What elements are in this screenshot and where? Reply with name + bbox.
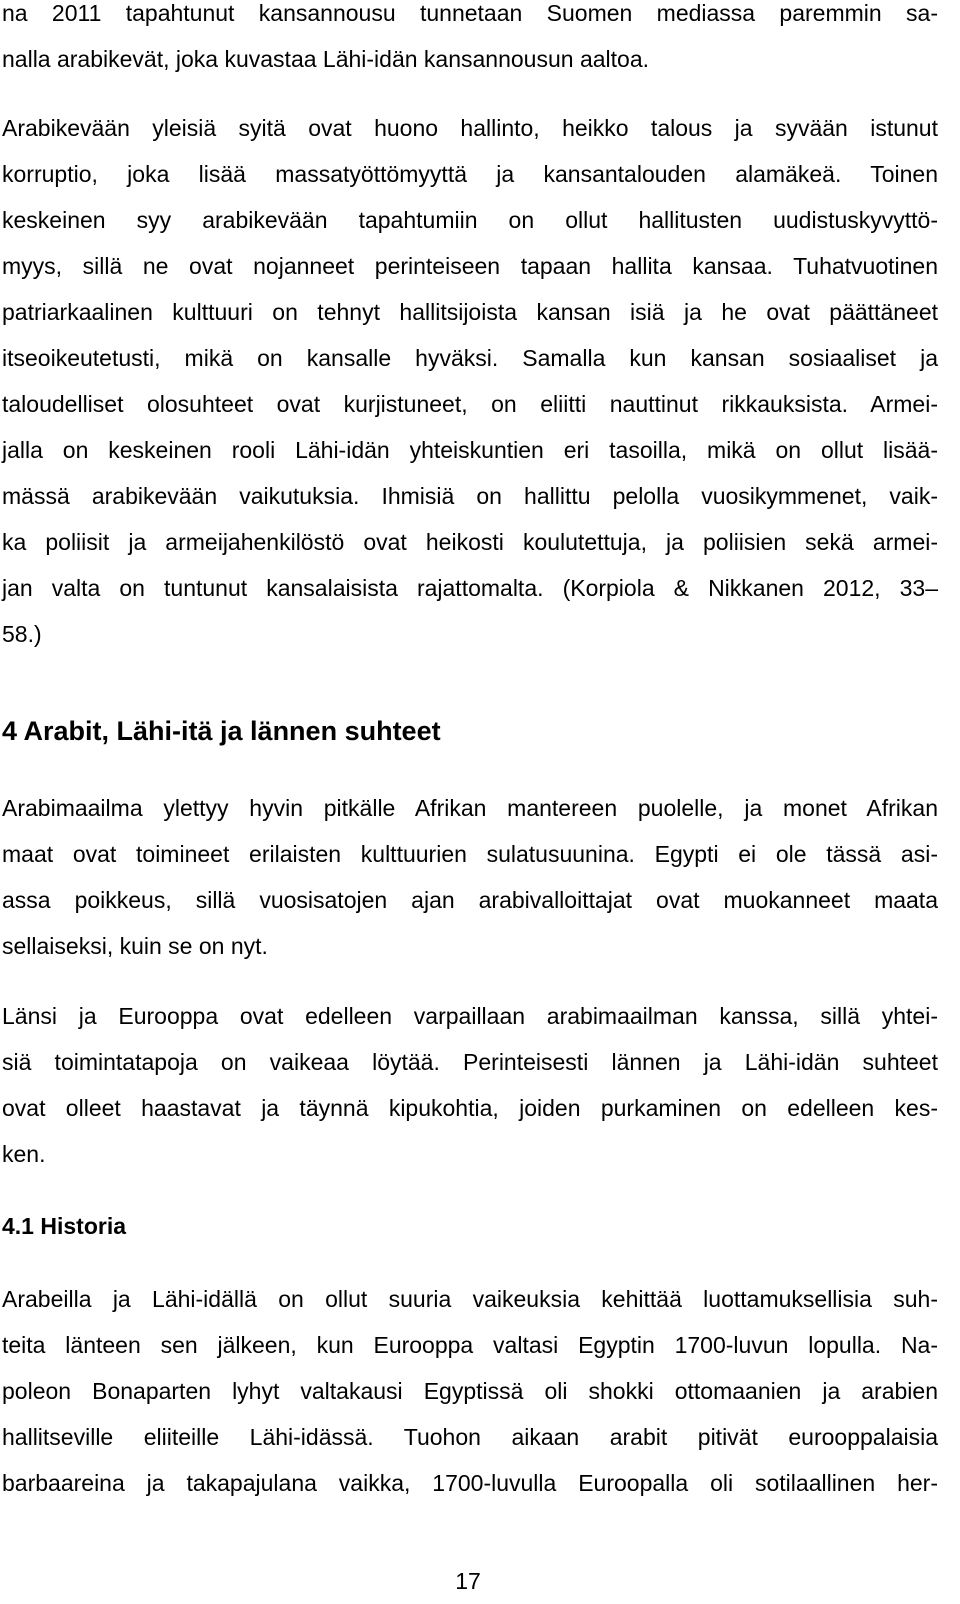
s4p1-line-1: Arabimaailma ylettyy hyvin pitkälle Afrikan mantereen puolelle, ja monet Afrikan <box>2 795 938 821</box>
s4p2-line-2: siä toimintatapoja on vaikeaa löytää. Perinteisesti lännen ja Lähi-idän suhteet <box>2 1049 938 1075</box>
section-4-heading: 4 Arabit, Lähi-itä ja lännen suhteet <box>2 716 441 746</box>
causes-line-7: taloudelliset olosuhteet ovat kurjistuneet, on eliitti nauttinut rikkauksista. Armei- <box>2 391 938 417</box>
causes-paragraph <box>2 105 938 657</box>
section-4-paragraph-2 <box>2 993 938 1177</box>
s41-line-2: teita länteen sen jälkeen, kun Eurooppa valtasi Egyptin 1700-luvun lopulla. Na- <box>2 1332 938 1358</box>
s4p2-line-1: Länsi ja Eurooppa ovat edelleen varpaillaan arabimaailman kanssa, sillä yhtei- <box>2 1003 938 1029</box>
s4p1-line-4: sellaiseksi, kuin se on nyt. <box>2 933 268 959</box>
causes-line-6: itseoikeutetusti, mikä on kansalle hyväksi. Samalla kun kansan sosiaaliset ja <box>2 345 938 371</box>
causes-line-2: korruptio, joka lisää massatyöttömyyttä ja kansantalouden alamäkeä. Toinen <box>2 161 938 187</box>
intro-line-2: nalla arabikevät, joka kuvastaa Lähi-idän kansannousun aaltoa. <box>2 46 649 72</box>
section-4-paragraph-1 <box>2 785 938 969</box>
s41-line-5: barbaareina ja takapajulana vaikka, 1700-luvulla Euroopalla oli sotilaallinen her- <box>2 1470 938 1496</box>
causes-line-3: keskeinen syy arabikevään tapahtumiin on ollut hallitusten uudistuskyvyttö- <box>2 207 938 233</box>
causes-line-11: jan valta on tuntunut kansalaisista rajattomalta. (Korpiola & Nikkanen 2012, 33– <box>2 575 938 601</box>
causes-line-4: myys, sillä ne ovat nojanneet perinteiseen tapaan hallita kansaa. Tuhatvuotinen <box>2 253 938 279</box>
s4p1-line-2: maat ovat toimineet erilaisten kulttuurien sulatusuunina. Egypti ei ole tässä asi- <box>2 841 938 867</box>
intro-line-1: na 2011 tapahtunut kansannousu tunnetaan Suomen mediassa paremmin sa- <box>2 0 938 26</box>
causes-line-8: jalla on keskeinen rooli Lähi-idän yhteiskuntien eri tasoilla, mikä on ollut lisää- <box>2 437 938 463</box>
s4p2-line-4: ken. <box>2 1141 46 1167</box>
s41-line-1: Arabeilla ja Lähi-idällä on ollut suuria vaikeuksia kehittää luottamuksellisia suh- <box>2 1286 938 1312</box>
s4p1-line-3: assa poikkeus, sillä vuosisatojen ajan arabivalloittajat ovat muokanneet maata <box>2 887 938 913</box>
s41-line-4: hallitseville eliiteille Lähi-idässä. Tuohon aikaan arabit pitivät eurooppalaisia <box>2 1424 938 1450</box>
causes-line-5: patriarkaalinen kulttuuri on tehnyt hallitsijoista kansan isiä ja he ovat päättäneet <box>2 299 938 325</box>
section-4-1-paragraph <box>2 1276 938 1506</box>
s41-line-3: poleon Bonaparten lyhyt valtakausi Egyptissä oli shokki ottomaanien ja arabien <box>2 1378 938 1404</box>
intro-paragraph <box>2 0 938 82</box>
page-number: 17 <box>455 1568 481 1594</box>
s4p2-line-3: ovat olleet haastavat ja täynnä kipukohtia, joiden purkaminen on edelleen kes- <box>2 1095 938 1121</box>
section-4-1-heading: 4.1 Historia <box>2 1213 126 1239</box>
causes-line-9: mässä arabikevään vaikutuksia. Ihmisiä on hallittu pelolla vuosikymmenet, vaik- <box>2 483 938 509</box>
causes-line-1: Arabikevään yleisiä syitä ovat huono hallinto, heikko talous ja syvään istunut <box>2 115 938 141</box>
causes-line-12: 58.) <box>2 621 42 647</box>
causes-line-10: ka poliisit ja armeijahenkilöstö ovat heikosti koulutettuja, ja poliisien sekä armei- <box>2 529 938 555</box>
